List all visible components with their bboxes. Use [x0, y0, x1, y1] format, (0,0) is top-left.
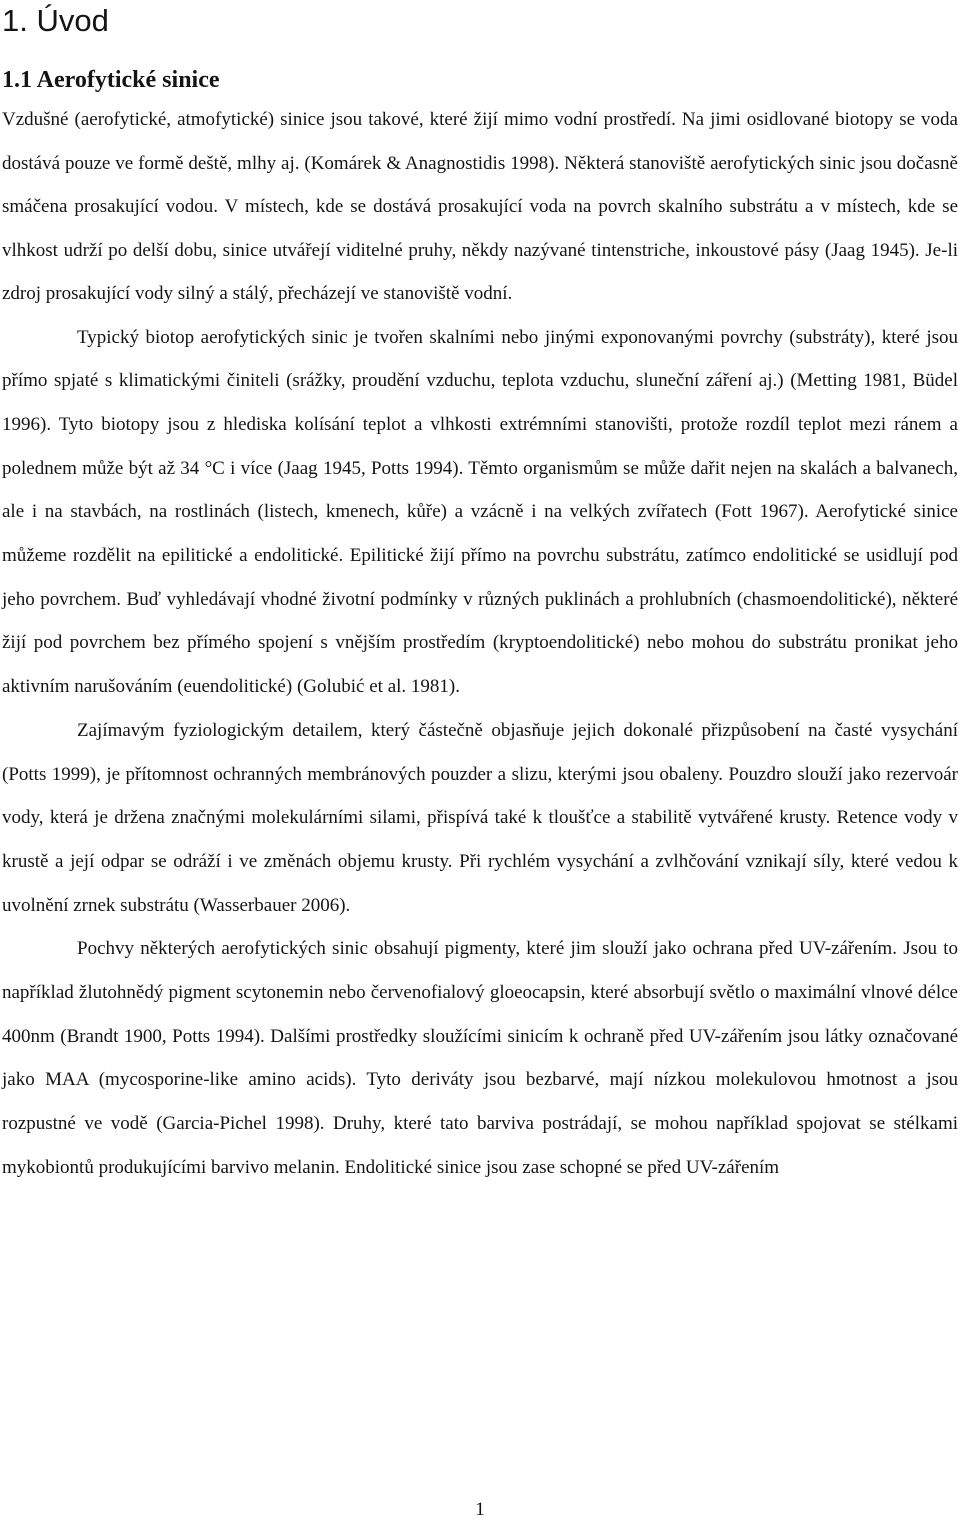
paragraph-2: Typický biotop aerofytických sinic je tvořen skalními nebo jinými exponovanými povrchy (substráty), které jsou přímo spjaté s klimatickými činiteli (srážky, proudění vzduchu, teplota vzduchu, sluneční záření aj.) (Metting 1981, Büdel 1996). Tyto biotopy jsou z hlediska kolísání teplot a vlhkosti extrémními stanovišti, protože rozdíl teplot mezi ránem a polednem může být až 34 °C i více (Jaag 1945, Potts 1994). Těmto organismům se může dařit nejen na skalách a balvanech, ale i na stavbách, na rostlinách (listech, kmenech, kůře) a vzácně i na velkých zvířatech (Fott 1967). Aerofytické sinice můžeme rozdělit na epilitické a endolitické. Epilitické žijí přímo na povrchu substrátu, zatímco endolitické se usidlují pod jeho povrchem. Buď vyhledávají vhodné životní podmínky v různých puklinách a prohlubních (chasmoendolitické), některé žijí pod povrchem bez přímého spojení s vnějším prostředím (kryptoendolitické) nebo mohou do substrátu pronikat jeho aktivním narušováním (euendolitické) (Golubić et al. 1981). [2, 326, 958, 698]
paragraph-4: Pochvy některých aerofytických sinic obsahují pigmenty, které jim slouží jako ochrana před UV-zářením. Jsou to například žlutohnědý pigment scytonemin nebo červenofialový gloeocapsin, které absorbují světlo o maximální vlnové délce 400nm (Brandt 1900, Potts 1994). Dalšími prostředky sloužícími sinicím k ochraně před UV-zářením jsou látky označované jako MAA (mycosporine-like amino acids). Tyto deriváty jsou bezbarvé, mají nízkou molekulovou hmotnost a jsou rozpustné ve vodě (Garcia-Pichel 1998). Druhy, které tato barviva postrádají, se mohou například spojovat se stélkami mykobiontů produkujícími barvivo melanin. Endolitické sinice jsou zase schopné se před UV-zářením [2, 938, 958, 1178]
page-number: 1 [475, 1499, 485, 1520]
paragraph-3: Zajímavým fyziologickým detailem, který částečně objasňuje jejich dokonalé přizpůsobení na časté vysychání (Potts 1999), je přítomnost ochranných membránových pouzder a slizu, kterými jsou obaleny. Pouzdro slouží jako rezervoár vody, která je držena značnými molekulárními silami, přispívá také k tloušťce a stabilitě vytvářené krusty. Retence vody v krustě a její odpar se odráží i ve změnách objemu krusty. Při rychlém vysychání a zvlhčování vznikají síly, které vedou k uvolnění zrnek substrátu (Wasserbauer 2006). [2, 719, 958, 916]
chapter-title: 1. Úvod [2, 3, 109, 38]
section-title: 1.1 Aerofytické sinice [2, 67, 220, 93]
body-text [2, 98, 958, 1190]
paragraph-1: Vzdušné (aerofytické, atmofytické) sinice jsou takové, které žijí mimo vodní prostředí. Na jimi osidlované biotopy se voda dostává pouze ve formě deště, mlhy aj. (Komárek & Anagnostidis 1998). Některá stanoviště aerofytických sinic jsou dočasně smáčena prosakující vodou. V místech, kde se dostává prosakující voda na povrch skalního substrátu a v místech, kde se vlhkost udrží po delší dobu, sinice utvářejí viditelné pruhy, někdy nazývané tintenstriche, inkoustové pásy (Jaag 1945). Je-li zdroj prosakující vody silný a stálý, přecházejí ve stanoviště vodní. [2, 109, 958, 304]
